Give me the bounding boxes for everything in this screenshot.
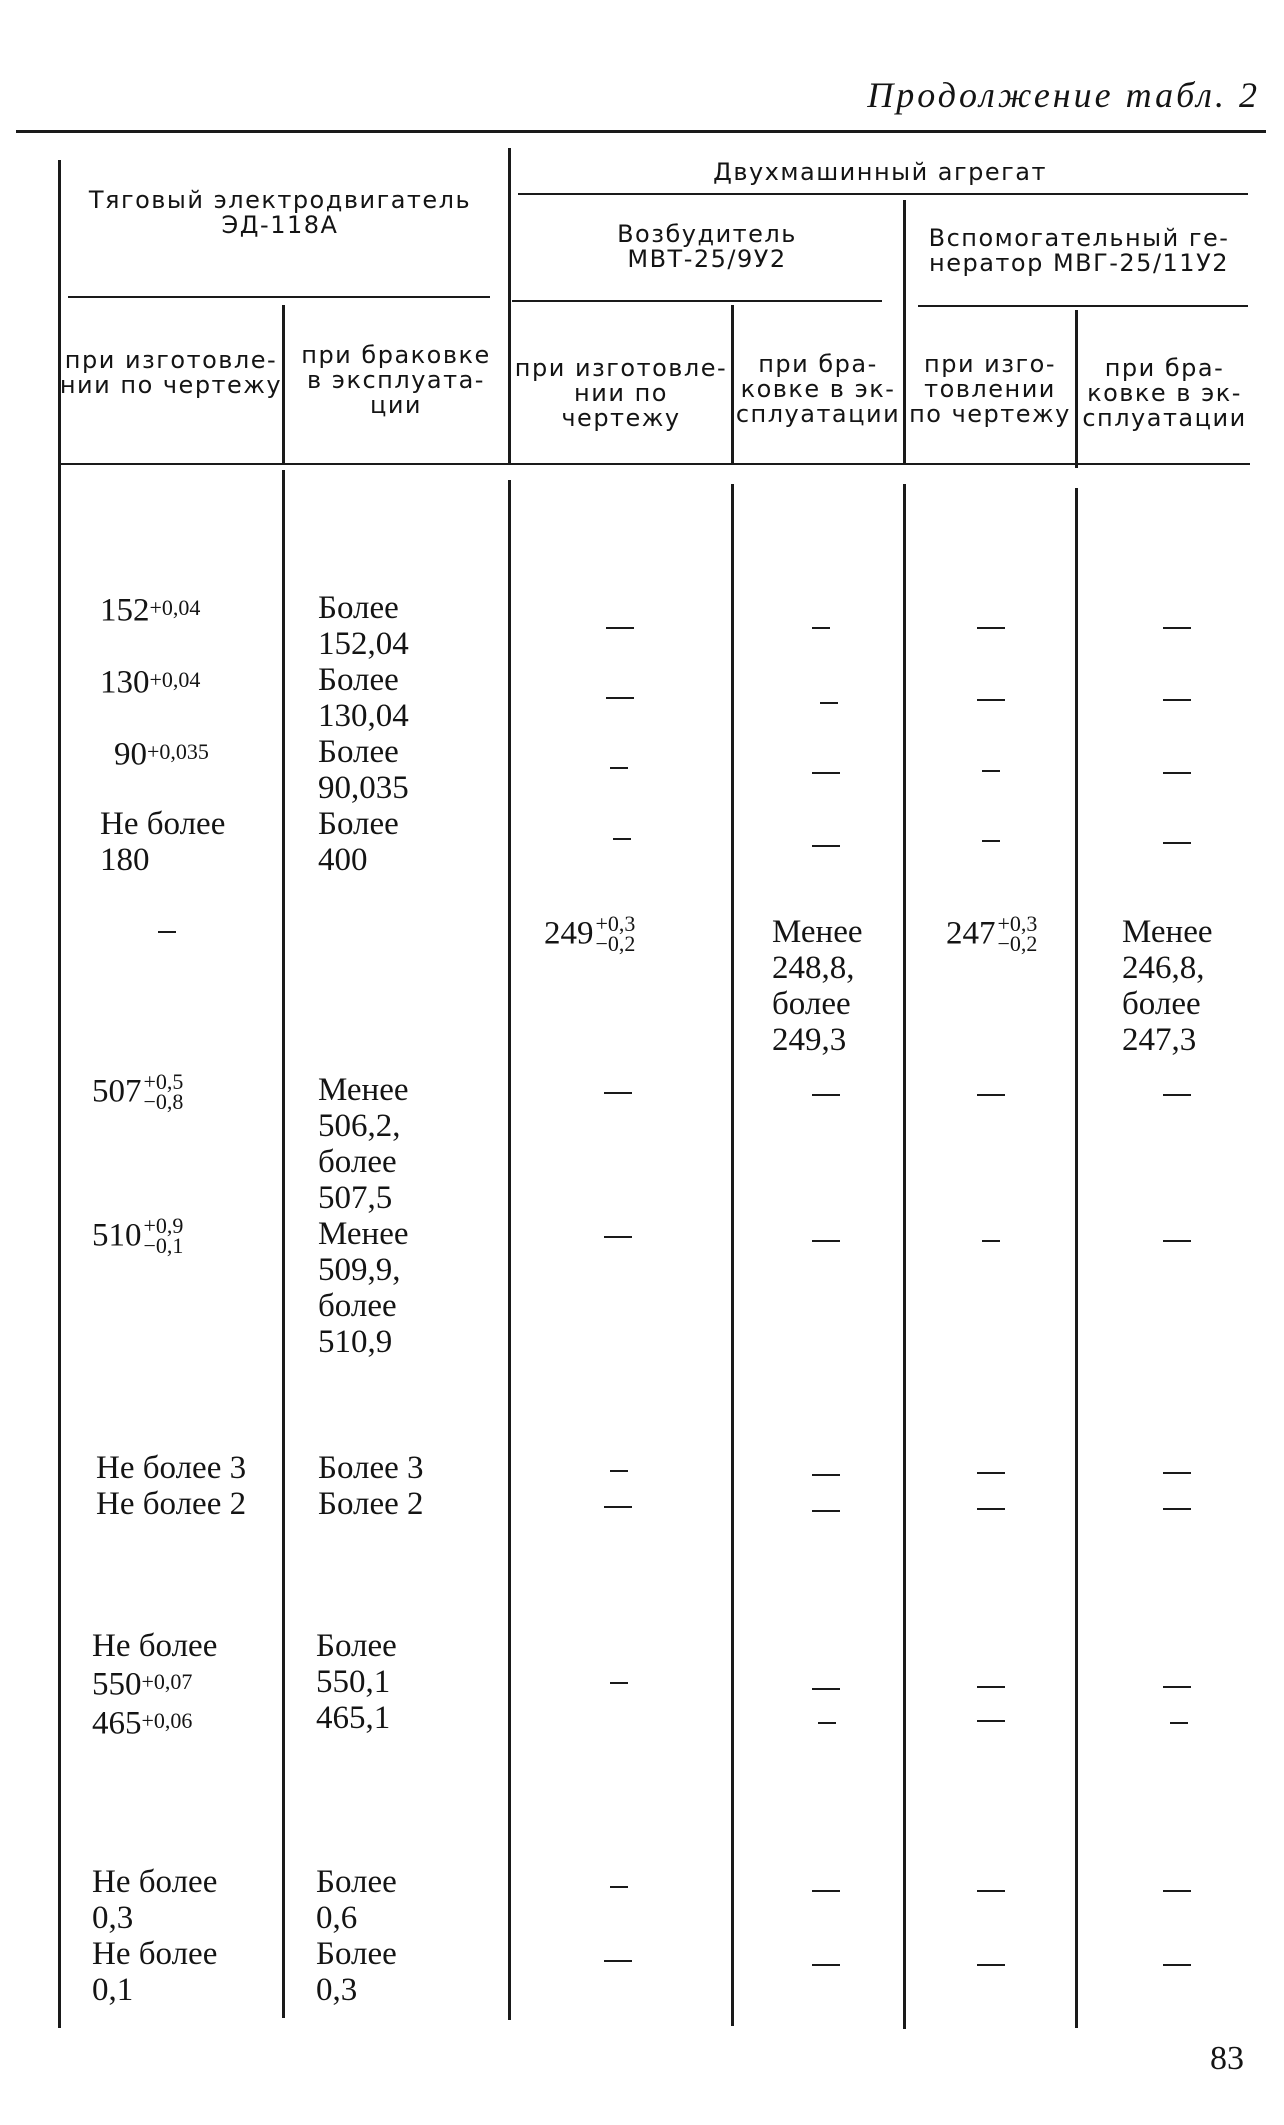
rule-v-exc-gen-body (903, 484, 906, 2029)
r7-motor-reject: Менее 509,9, более 510,9 (318, 1216, 409, 1360)
header-exciter: Возбудитель МВТ-25/9У2 (617, 220, 797, 273)
dash-r3-exc-make (610, 767, 628, 769)
rule-h-header-bottom (60, 463, 1250, 465)
rule-v-left (58, 160, 61, 2028)
subheader-exc-make: при изготовле- нии по чертежу (514, 354, 728, 432)
header-aggregate: Двухмашинный агрегат (713, 158, 1047, 186)
dash-r6-exc-reject (812, 1094, 840, 1096)
r10-motor-reject: Более 0,6 Более 0,3 (316, 1864, 397, 2008)
dash-r9b-gen-make (977, 1720, 1005, 1722)
dash-r9a-gen-make (977, 1686, 1005, 1688)
subheader-motor-make: при изготовле- нии по чертежу (59, 346, 283, 399)
r4-motor-reject: Более 400 (318, 806, 399, 878)
rule-h-aggregate (518, 193, 1248, 195)
r6-motor-make: 507 +0,5 −0,8 (92, 1069, 184, 1114)
r9-motor-make: Не более $550^{+0,07}$ $465^{+0,06}$ (92, 1628, 218, 1741)
dash-r9a-exc-reject (812, 1688, 840, 1690)
header-motor: Тяговый электродвигатель ЭД-118А (88, 186, 472, 239)
header-aux-generator: Вспомогательный ге- нератор МВГ-25/11У2 (928, 224, 1230, 277)
dash-r8a-gen-make (977, 1472, 1005, 1474)
dash-r10a-gen-make (977, 1890, 1005, 1892)
dash-r5-motor-make (158, 931, 176, 933)
dash-r2-gen-reject (1163, 699, 1191, 701)
dash-r9b-exc-reject (818, 1722, 836, 1724)
dash-r4-gen-make (982, 840, 1000, 842)
dash-r4-gen-reject (1163, 842, 1191, 844)
dash-r6-gen-reject (1163, 1094, 1191, 1096)
dash-r7-gen-reject (1163, 1240, 1191, 1242)
dash-r1-exc-reject (812, 627, 830, 629)
dash-r10b-gen-reject (1163, 1964, 1191, 1966)
r5-exc-make: 249 +0,3 −0,2 (544, 911, 636, 956)
r8-motor-reject: Более 3 Более 2 (318, 1450, 424, 1522)
r9-motor-reject: Более 550,1 465,1 (316, 1628, 397, 1736)
r5-exc-reject: Менее 248,8, более 249,3 (772, 914, 863, 1058)
dash-r10a-exc-reject (812, 1890, 840, 1892)
dash-r8a-exc-make (610, 1470, 628, 1472)
dash-r1-exc-make (606, 627, 634, 629)
dash-r3-gen-make (982, 770, 1000, 772)
dash-r9a-gen-reject (1163, 1686, 1191, 1688)
dash-r8b-exc-reject (812, 1510, 840, 1512)
dash-r3-gen-reject (1163, 772, 1191, 774)
dash-r10b-exc-make (604, 1960, 632, 1962)
r5-gen-make: 247 +0,3 −0,2 (946, 911, 1038, 956)
dash-r8a-exc-reject (812, 1474, 840, 1476)
dash-r4-exc-make (613, 838, 631, 840)
dash-r7-exc-make (604, 1236, 632, 1238)
dash-r6-gen-make (977, 1094, 1005, 1096)
subheader-gen-make: при изго- товлении по чертежу (909, 350, 1071, 428)
dash-r1-gen-reject (1163, 627, 1191, 629)
dash-r10b-exc-reject (812, 1964, 840, 1966)
r1-motor-make: $152^{+0,04}$ (100, 592, 201, 629)
r2-motor-make: $130^{+0,04}$ (100, 664, 201, 701)
r2-motor-reject: Более 130,04 (318, 662, 409, 734)
dash-r2-gen-make (977, 699, 1005, 701)
dash-r1-gen-make (977, 627, 1005, 629)
top-rule (16, 130, 1266, 133)
r4-motor-make: Не более 180 (100, 806, 226, 878)
r3-motor-make: $90^{+0,035}$ (114, 736, 209, 773)
dash-r2-exc-reject (820, 702, 838, 704)
subheader-gen-reject: при бра- ковке в эк- сплуатации (1082, 354, 1247, 432)
dash-r8a-gen-reject (1163, 1472, 1191, 1474)
dash-r7-exc-reject (812, 1240, 840, 1242)
dash-r8b-gen-make (977, 1508, 1005, 1510)
rule-h-generator (918, 305, 1248, 307)
r5-gen-reject: Менее 246,8, более 247,3 (1122, 914, 1213, 1058)
r1-motor-reject: Более 152,04 (318, 590, 409, 662)
rule-v-motor-agg-body (508, 480, 511, 2020)
r6-motor-reject: Менее 506,2, более 507,5 (318, 1072, 409, 1216)
rule-h-motor (68, 296, 490, 298)
rule-v-exc-sub-body (731, 484, 734, 2026)
r7-motor-make: 510 +0,9 −0,1 (92, 1213, 184, 1258)
dash-r6-exc-make (604, 1092, 632, 1094)
subheader-exc-reject: при бра- ковке в эк- сплуатации (735, 350, 901, 428)
page-number: 83 (1210, 2040, 1244, 2077)
dash-r10b-gen-make (977, 1964, 1005, 1966)
rule-v-gen-sub-body (1075, 488, 1078, 2028)
dash-r7-gen-make (982, 1240, 1000, 1242)
rule-v-motor-sub-body (282, 470, 285, 2018)
dash-r8b-gen-reject (1163, 1508, 1191, 1510)
dash-r9b-gen-reject (1170, 1722, 1188, 1724)
rule-h-exciter (512, 300, 882, 302)
subheader-motor-reject: при браковке в эксплуата- ции (301, 341, 491, 419)
dash-r9-exc-make (610, 1682, 628, 1684)
r8-motor-make: Не более 3 Не более 2 (96, 1450, 247, 1522)
r10-motor-make: Не более 0,3 Не более 0,1 (92, 1864, 218, 2008)
dash-r4-exc-reject (812, 845, 840, 847)
dash-r10a-gen-reject (1163, 1890, 1191, 1892)
dash-r8b-exc-make (604, 1506, 632, 1508)
dash-r10a-exc-make (610, 1886, 628, 1888)
table-caption: Продолжение табл. 2 (867, 75, 1260, 115)
r3-motor-reject: Более 90,035 (318, 734, 409, 806)
dash-r3-exc-reject (812, 772, 840, 774)
dash-r2-exc-make (606, 697, 634, 699)
